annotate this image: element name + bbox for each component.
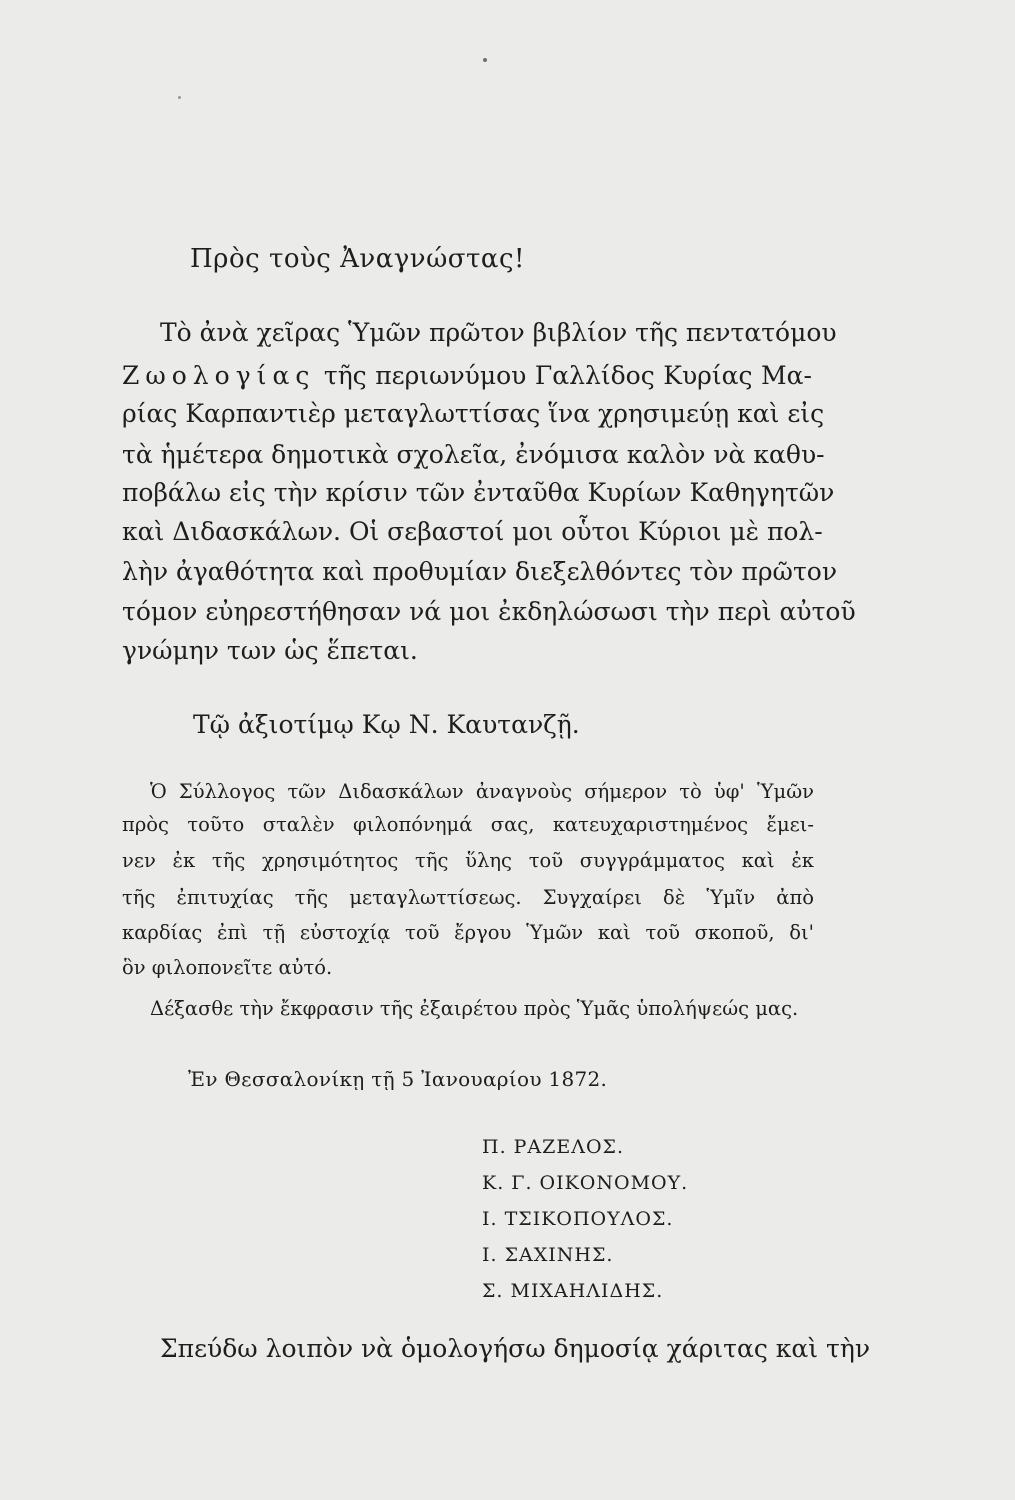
signature-list xyxy=(482,1129,688,1309)
page-heading: Πρὸς τοὺς Ἀναγνώστας! xyxy=(190,244,525,274)
intro-line: καὶ Διδασκάλων. Οἱ σεβαστοί μοι οὗτοι Κύριοι μὲ πολ- xyxy=(122,517,823,546)
letter-line: τῆς ἐπιτυχίας τῆς μεταγλωττίσεως. Συγχαίρει δὲ Ὑμῖν ἀπὸ xyxy=(122,886,814,909)
signature: Ι. ΣΑΧΙΝΗΣ. xyxy=(482,1244,614,1266)
ink-speck xyxy=(178,96,181,99)
address-line: Τῷ ἀξιοτίμῳ Κῳ Ν. Καυτανζῇ. xyxy=(193,710,580,739)
letter-line: καρδίας ἐπὶ τῇ εὐστοχίᾳ τοῦ ἔργου Ὑμῶν καὶ τοῦ σκοποῦ, δι' xyxy=(122,921,814,944)
letter-line: νεν ἐκ τῆς χρησιμότητος τῆς ὕλης τοῦ συγγράμματος καὶ ἐκ xyxy=(122,849,814,872)
date-line: Ἐν Θεσσαλονίκῃ τῇ 5 Ἰανουαρίου 1872. xyxy=(188,1067,608,1091)
intro-line: λὴν ἀγαθότητα καὶ προθυμίαν διεξελθόντες τὸν πρῶτον xyxy=(122,557,838,586)
signature: Σ. ΜΙΧΑΗΛΙΔΗΣ. xyxy=(482,1280,664,1302)
intro-line: ποβάλω εἰς τὴν κρίσιν τῶν ἐνταῦθα Κυρίων Καθηγητῶν xyxy=(122,478,835,507)
intro-line: Τὸ ἀνὰ χεῖρας Ὑμῶν πρῶτον βιβλίον τῆς πεντατόμου xyxy=(160,318,837,347)
continuation-line: Σπεύδω λοιπὸν νὰ ὁμολογήσω δημοσίᾳ χάριτας καὶ τὴν xyxy=(160,1334,871,1363)
signature: Π. ΡΑΖΕΛΟΣ. xyxy=(482,1136,624,1158)
signature: Κ. Γ. ΟΙΚΟΝΟΜΟΥ. xyxy=(482,1172,689,1194)
letter-closing: Δέξασθε τὴν ἔκφρασιν τῆς ἐξαιρέτου πρὸς Ὑμᾶς ὑπολήψεώς μας. xyxy=(150,997,799,1020)
letter-line: πρὸς τοῦτο σταλὲν φιλοπόνημά σας, κατευχαριστημένος ἔμει- xyxy=(122,813,814,836)
intro-line: τόμον εὐηρεστήθησαν νά μοι ἐκδηλώσωσι τὴν περὶ αὐτοῦ xyxy=(122,597,856,626)
intro-line: γνώμην των ὡς ἕπεται. xyxy=(122,636,418,665)
ink-speck xyxy=(483,58,487,62)
intro-line xyxy=(122,361,812,390)
letter-line: ὃν φιλοπονεῖτε αὐτό. xyxy=(122,956,333,979)
intro-line: ρίας Καρπαντιὲρ μεταγλωττίσας ἵνα χρησιμεύῃ καὶ εἰς xyxy=(122,399,825,428)
intro-line: τὰ ἡμέτερα δημοτικὰ σχολεῖα, ἐνόμισα καλὸν νὰ καθυ- xyxy=(122,440,825,469)
intro-spaced-word: Ζωολογίας xyxy=(122,361,316,390)
letter-line: Ὁ Σύλλογος τῶν Διδασκάλων ἀναγνοὺς σήμερον τὸ ὑφ' Ὑμῶν xyxy=(150,780,814,803)
intro-line-rest: τῆς περιωνύμου Γαλλίδος Κυρίας Μα- xyxy=(323,361,812,390)
signature: Ι. ΤΣΙΚΟΠΟΥΛΟΣ. xyxy=(482,1208,674,1230)
